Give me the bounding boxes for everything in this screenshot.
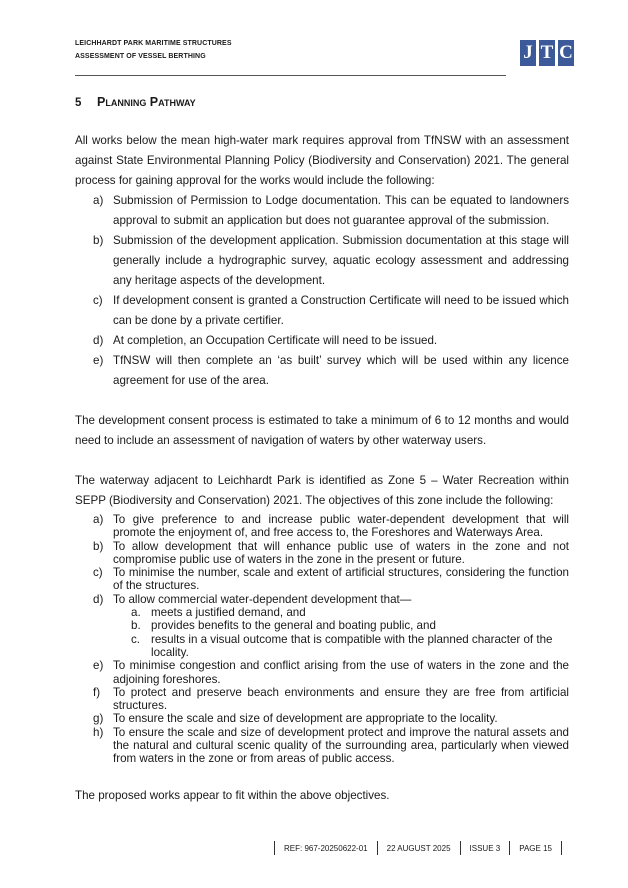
zone-paragraph: The waterway adjacent to Leichhardt Park is identified as Zone 5 – Water Recreation within SEPP (Biodiversity and Conservation) 2021. The objectives of this zone include the following: xyxy=(75,474,569,507)
sublist-marker: b. xyxy=(131,619,141,633)
list-item xyxy=(75,659,569,686)
section-number: 5 xyxy=(75,97,82,109)
list-item xyxy=(75,540,569,567)
list-item-text: Submission of Permission to Lodge documentation. This can be equated to landowners approval to submit an application but does not guarantee approval of the submission. xyxy=(113,194,569,227)
approval-process-list xyxy=(75,191,569,391)
header-document-title: ASSESSMENT OF VESSEL BERTHING xyxy=(75,53,206,60)
list-marker: f) xyxy=(93,685,101,699)
sublist-item-text: provides benefits to the general and boating public, and xyxy=(151,619,436,633)
logo-letter-j: J xyxy=(520,40,536,66)
footer-reference: REF: 967-20250622-01 xyxy=(274,841,377,855)
sublist-marker: a. xyxy=(131,606,141,620)
company-logo xyxy=(520,40,574,66)
list-item xyxy=(75,331,569,351)
section-heading xyxy=(75,95,196,109)
intro-paragraph: All works below the mean high-water mark requires approval from TfNSW with an assessment against State Environmental Planning Policy (Biodiversity and Conservation) 2021. The general process for gaining approval for the works would include the following: xyxy=(75,134,569,187)
list-item-text: To minimise congestion and conflict arising from the use of waters in the zone and the adjoining foreshores. xyxy=(113,659,569,686)
list-marker: c) xyxy=(93,294,103,307)
list-item-text: To minimise the number, scale and extent of artificial structures, considering the function of the structures. xyxy=(113,566,569,593)
list-item xyxy=(75,231,569,291)
list-marker: b) xyxy=(93,234,104,247)
list-item xyxy=(75,291,569,331)
list-item-text: Submission of the development application. Submission documentation at this stage will generally include a hydrographic survey, aquatic ecology assessment and addressing any heritage aspects of the development. xyxy=(113,234,569,287)
list-item-text: To give preference to and increase public water-dependent development that will promote the enjoyment of, and free access to, the Foreshores and Waterways Area. xyxy=(113,513,569,540)
sublist-marker: c. xyxy=(131,632,141,646)
list-marker: d) xyxy=(93,592,104,606)
list-marker: d) xyxy=(93,334,104,347)
section-title: Planning Pathway xyxy=(97,95,196,109)
list-item xyxy=(75,712,569,725)
footer-page-number: PAGE 15 xyxy=(509,841,562,855)
list-item xyxy=(75,191,569,231)
list-marker: e) xyxy=(93,354,104,367)
list-item-text: To ensure the scale and size of development protect and improve the natural assets and the natural and cultural scenic quality of the surrounding area, particularly when viewed from waters in the zone or from areas of public access. xyxy=(113,725,569,766)
conclusion-paragraph: The proposed works appear to fit within the above objectives. xyxy=(75,789,390,802)
list-item-text: To ensure the scale and size of development are appropriate to the locality. xyxy=(113,712,498,726)
logo-letter-t: T xyxy=(539,40,555,66)
list-item-text: To protect and preserve beach environments and ensure they are free from artificial structures. xyxy=(113,685,569,713)
list-item-text: To allow commercial water-dependent development that— xyxy=(113,592,412,606)
list-item xyxy=(75,726,569,766)
sublist-item xyxy=(113,619,569,632)
list-item-text: At completion, an Occupation Certificate will need to be issued. xyxy=(113,334,438,347)
logo-letter-c: C xyxy=(558,40,574,66)
header-divider xyxy=(75,75,506,76)
list-marker: b) xyxy=(93,539,104,553)
footer-issue: ISSUE 3 xyxy=(460,841,510,855)
list-marker: a) xyxy=(93,194,104,207)
list-marker: c) xyxy=(93,566,103,580)
list-marker: a) xyxy=(93,513,104,526)
list-item-text: To allow development that will enhance public use of waters in the zone and not compromise public use of waters in the zone in the present or future. xyxy=(113,539,569,566)
sublist-item-text: meets a justified demand, and xyxy=(151,606,306,620)
list-marker: h) xyxy=(93,725,104,739)
list-marker: g) xyxy=(93,712,104,726)
page-header xyxy=(75,37,505,63)
commercial-development-sublist xyxy=(113,606,569,659)
list-item-text: If development consent is granted a Construction Certificate will need to be issued which can be done by a private certifier. xyxy=(113,294,569,327)
list-item xyxy=(75,566,569,593)
list-item xyxy=(75,686,569,713)
list-item xyxy=(75,513,569,540)
list-item-text: TfNSW will then complete an ‘as built’ survey which will be used within any licence agreement for use of the area. xyxy=(113,354,569,387)
sublist-item-text: results in a visual outcome that is compatible with the planned character of the locality. xyxy=(151,632,553,659)
sublist-item xyxy=(113,633,569,660)
list-item xyxy=(75,351,569,391)
list-item xyxy=(75,593,569,659)
footer-date: 22 AUGUST 2025 xyxy=(377,841,460,855)
sublist-item xyxy=(113,606,569,619)
list-marker: e) xyxy=(93,659,104,673)
header-project-title: LEICHHARDT PARK MARITIME STRUCTURES xyxy=(75,40,232,47)
consent-timeframe-paragraph: The development consent process is estimated to take a minimum of 6 to 12 months and would need to include an assessment of navigation of waters by other waterway users. xyxy=(75,414,569,447)
page-footer xyxy=(274,841,562,855)
zone-objectives-list xyxy=(75,513,569,766)
